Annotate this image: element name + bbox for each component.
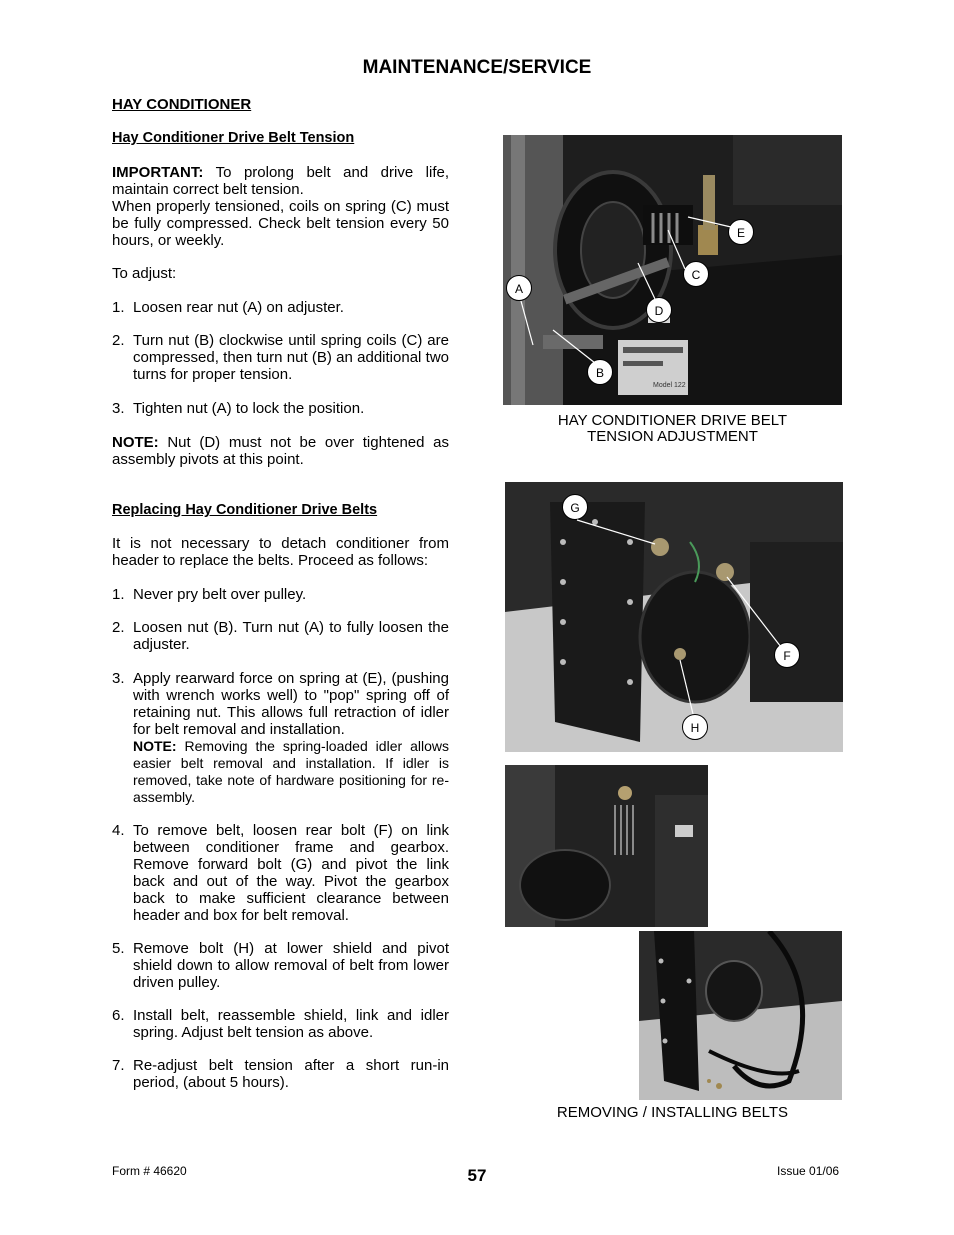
important-text: To prolong belt and drive life, maintain correct belt tension. — [112, 164, 449, 198]
to-adjust-label: To adjust: — [112, 265, 177, 282]
callout-f: F — [774, 642, 800, 668]
replacing-intro: It is not necessary to detach conditioner from header to replace the belts. Proceed as follows: — [112, 535, 449, 569]
list-item: 5. Remove bolt (H) at lower shield and pivot shield down to allow removal of belt from lower driven pulley. — [112, 940, 449, 991]
spring-paragraph: When properly tensioned, coils on spring (C) must be fully compressed. Check belt tension every 50 hours, or weekly. — [112, 198, 449, 249]
leader-lines — [503, 135, 842, 405]
list-item: 3. Apply rearward force on spring at (E), (pushing with wrench works well) to "pop" spring off of retaining nut. This allows full retraction of idler for belt removal and installation. NOTE: Removing the spring-loaded idler allows easier belt removal and installation. If idler is removed, take note of hardware positioning for re-assembly. — [112, 670, 449, 805]
callout-b: B — [587, 359, 613, 385]
issue-date: Issue 01/06 — [777, 1164, 840, 1178]
note-label: NOTE: — [112, 434, 159, 451]
page-title: MAINTENANCE/SERVICE — [362, 57, 592, 78]
list-item: 2. Loosen nut (B). Turn nut (A) to fully loosen the adjuster. — [112, 619, 449, 653]
callout-c: C — [683, 261, 709, 287]
tension-adjustment-photo — [503, 135, 842, 405]
step3-note: NOTE: Removing the spring-loaded idler allows easier belt removal and installation. If idler is removed, take note of hardware positioning for re-assembly. — [133, 738, 449, 805]
idler-spring-photo — [505, 765, 708, 927]
section-title: HAY CONDITIONER — [112, 96, 252, 113]
callout-e: E — [728, 219, 754, 245]
callout-a: A — [506, 275, 532, 301]
form-number: Form # 46620 — [112, 1164, 187, 1178]
important-label: IMPORTANT: — [112, 164, 204, 181]
leader-lines — [505, 482, 843, 752]
belt-removal-photo — [639, 931, 842, 1100]
tension-heading: Hay Conditioner Drive Belt Tension — [112, 130, 355, 146]
note-paragraph — [112, 434, 449, 468]
gearbox-link-photo — [505, 482, 843, 752]
list-item: 6. Install belt, reassemble shield, link and idler spring. Adjust belt tension as above. — [112, 1007, 449, 1041]
decal-text: Model 122 — [653, 382, 686, 389]
list-item: 1. Never pry belt over pulley. — [112, 586, 307, 603]
list-item: 7. Re-adjust belt tension after a short run-in period, (about 5 hours). — [112, 1057, 449, 1091]
belts-caption: REMOVING / INSTALLING BELTS — [556, 1104, 789, 1121]
callout-g: G — [562, 494, 588, 520]
note-text: Nut (D) must not be over tightened as assembly pivots at this point. — [112, 434, 449, 468]
figure1-caption-line2: TENSION ADJUSTMENT — [587, 428, 758, 445]
callout-h: H — [682, 714, 708, 740]
callout-d: D — [646, 297, 672, 323]
page-number: 57 — [467, 1166, 487, 1185]
figure1-caption-line1: HAY CONDITIONER DRIVE BELT — [557, 412, 788, 429]
replacing-heading: Replacing Hay Conditioner Drive Belts — [112, 502, 378, 518]
important-paragraph — [112, 164, 449, 198]
list-item: 2. Turn nut (B) clockwise until spring coils (C) are compressed, then turn nut (B) an additional two turns for proper tension. — [112, 332, 449, 383]
list-item: 3. Tighten nut (A) to lock the position. — [112, 400, 365, 417]
list-item: 1. Loosen rear nut (A) on adjuster. — [112, 299, 344, 316]
list-item: 4. To remove belt, loosen rear bolt (F) on link between conditioner frame and gearbox. Remove forward bolt (G) and pivot the link back and out of the way. Pivot the gearbox back to make sufficient clearance between header and box for belt removal. — [112, 822, 449, 924]
